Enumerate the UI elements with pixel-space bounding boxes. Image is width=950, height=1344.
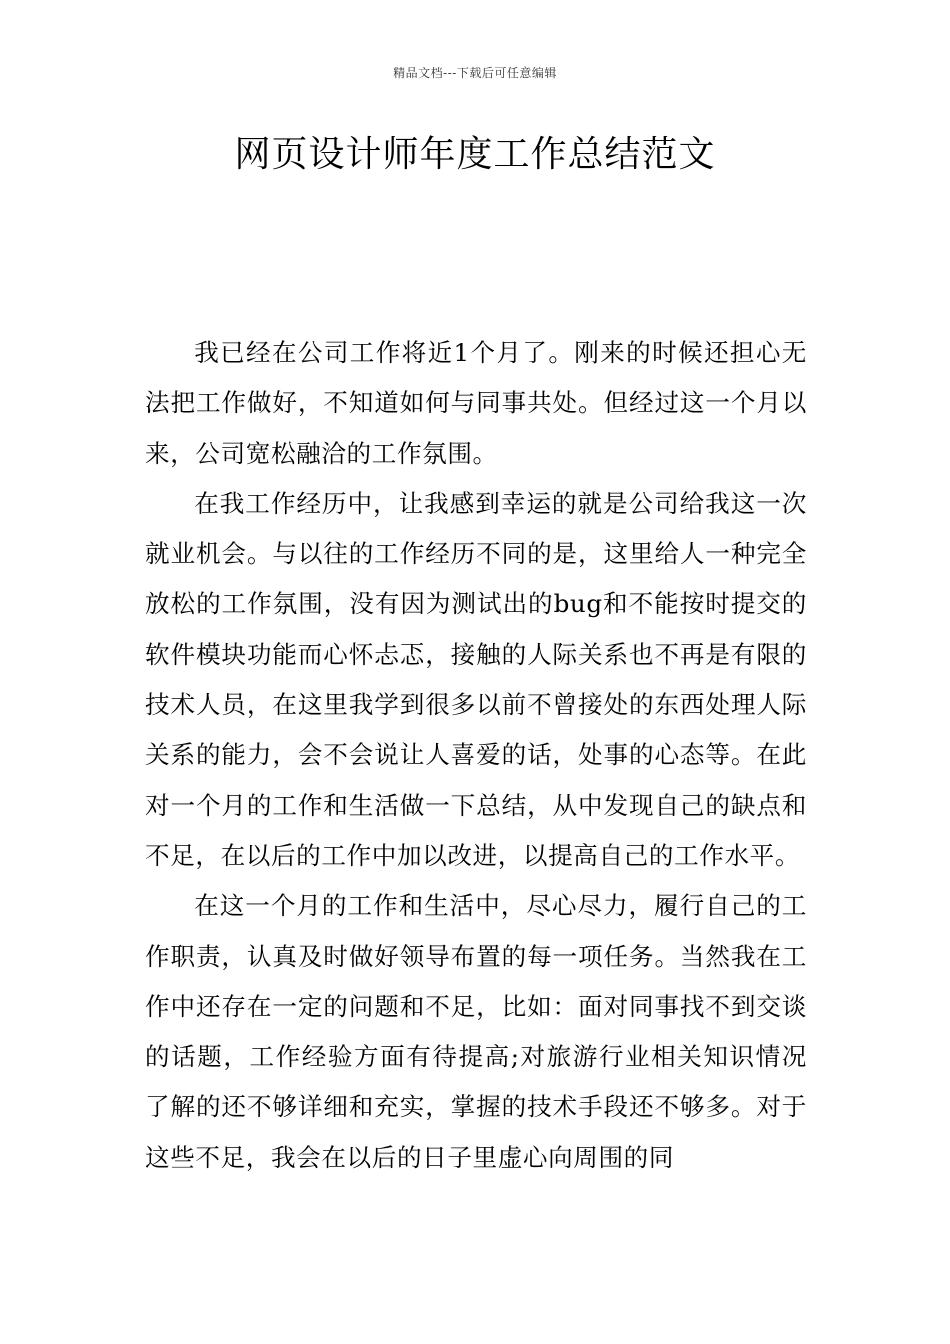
header-note: 精品文档---下载后可任意编辑 — [393, 66, 557, 80]
paragraph-3: 在这一个月的工作和生活中，尽心尽力，履行自己的工作职责，认真及时做好领导布置的每一项任务。当然我在工作中还存在一定的问题和不足，比如：面对同事找不到交谈的话题，工作经验方面有待提高;对旅游行业相关知识情况了解的还不够详细和充实，掌握的技术手段还不够多。对于这些不足，我会在以后的日子里虚心向周围的同 — [145, 891, 807, 1172]
document-title: 网页设计师年度工作总结范文 — [234, 134, 716, 175]
paragraph-1: 我已经在公司工作将近1个月了。刚来的时候还担心无法把工作做好，不知道如何与同事共处。但经过这一个月以来，公司宽松融洽的工作氛围。 — [145, 338, 807, 468]
paragraph-2: 在我工作经历中，让我感到幸运的就是公司给我这一次就业机会。与以往的工作经历不同的是，这里给人一种完全放松的工作氛围，没有因为测试出的bug和不能按时提交的软件模块功能而心怀忐忑，接触的人际关系也不再是有限的技术人员，在这里我学到很多以前不曾接处的东西处理人际关系的能力，会不会说让人喜爱的话，处事的心态等。在此对一个月的工作和生活做一下总结，从中发现自己的缺点和不足，在以后的工作中加以改进，以提高自己的工作水平。 — [145, 488, 807, 870]
document-body — [145, 328, 807, 1183]
